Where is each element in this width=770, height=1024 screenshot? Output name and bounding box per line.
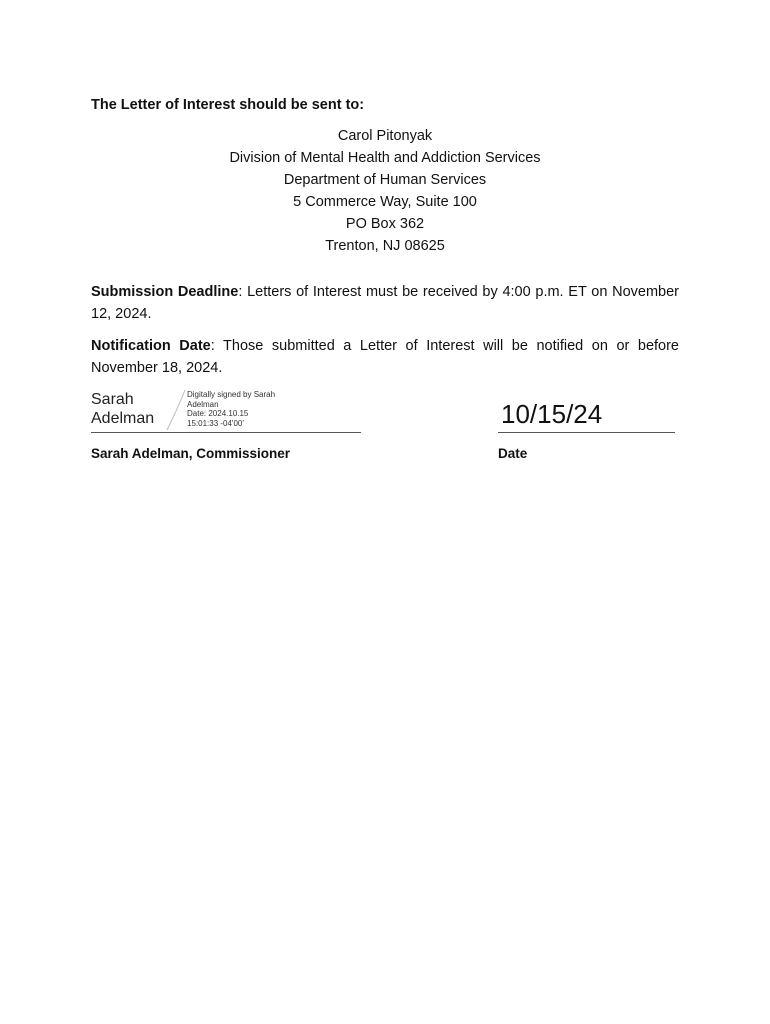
digital-signature xyxy=(91,388,363,436)
submission-deadline-paragraph xyxy=(91,281,679,325)
address-line: Division of Mental Health and Addiction Services xyxy=(229,150,541,166)
signed-date: 10/15/24 xyxy=(501,399,603,429)
signer-label: Sarah Adelman, Commissioner xyxy=(91,446,291,461)
signature-detail-line: Adelman xyxy=(187,399,219,409)
address-line: 5 Commerce Way, Suite 100 xyxy=(293,194,477,210)
address-line: Department of Human Services xyxy=(283,172,487,188)
signature-detail-line: Digitally signed by Sarah xyxy=(187,390,276,399)
signature-name xyxy=(91,390,154,428)
signature-name-first: Sarah xyxy=(91,391,134,408)
submission-deadline-text: : Letters of Interest must be received by 4:00 p.m. ET on November 12, 2024. xyxy=(91,284,679,322)
recipient-address xyxy=(91,125,679,257)
signature-name-last: Adelman xyxy=(91,410,155,427)
date-label: Date xyxy=(498,446,528,461)
signature-line xyxy=(91,432,361,433)
recipient-heading: The Letter of Interest should be sent to: xyxy=(91,97,365,113)
notification-date-text: : Those submitted a Letter of Interest will be notified on or before November 18, 2024. xyxy=(91,338,680,376)
date-line xyxy=(498,432,675,433)
address-line: Trenton, NJ 08625 xyxy=(325,238,445,254)
signature-detail-line: Date: 2024.10.15 xyxy=(187,409,249,418)
signature-detail-line: 15:01:33 -04'00' xyxy=(187,418,244,428)
notification-date-paragraph xyxy=(91,335,679,379)
submission-deadline-label: Submission Deadline xyxy=(91,284,239,300)
address-line: Carol Pitonyak xyxy=(337,128,433,144)
address-line: PO Box 362 xyxy=(345,216,425,232)
notification-date-label: Notification Date xyxy=(91,338,211,354)
signature-details xyxy=(187,390,297,428)
